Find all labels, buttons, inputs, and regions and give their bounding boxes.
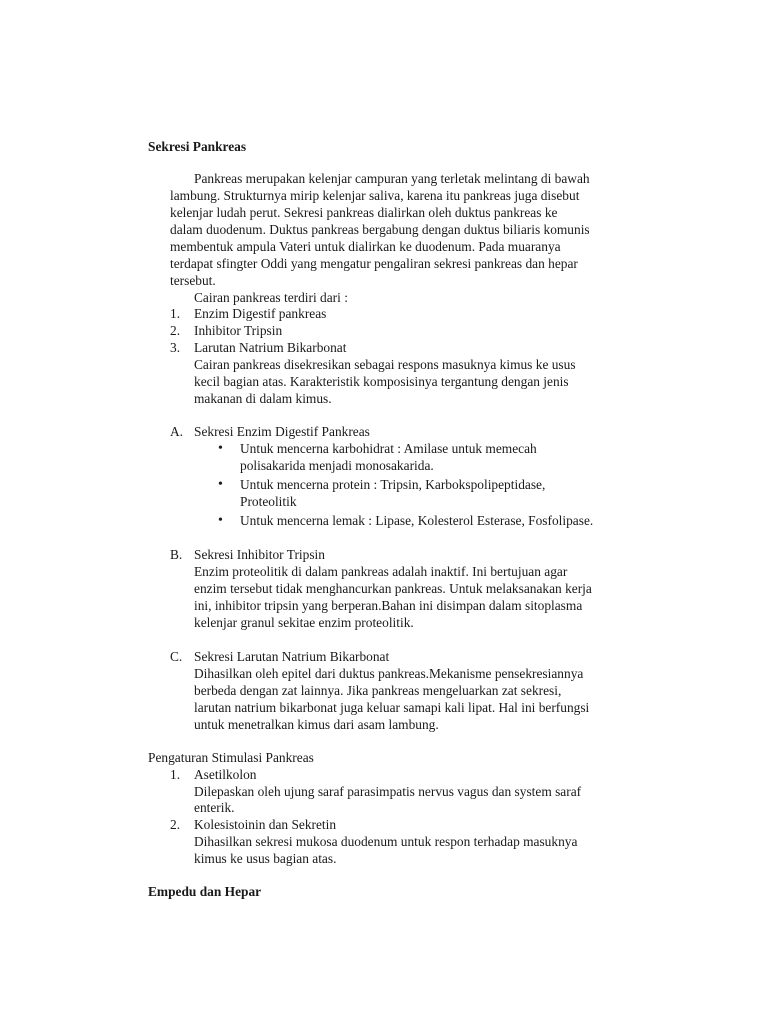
list-item-title: Asetilkolon	[194, 767, 257, 782]
intro-line: dalam duodenum. Duktus pankreas bergabung dengan duktus biliaris komunis	[170, 222, 590, 237]
section-letter: A.	[170, 424, 184, 439]
section-line: Dihasilkan oleh epitel dari duktus pankreas.Mekanisme pensekresiannya	[194, 666, 584, 681]
intro-line: membentuk ampula Vateri untuk dialirkan ke duodenum. Pada muaranya	[170, 239, 561, 254]
intro-line: lambung. Strukturnya mirip kelenjar saliva, karena itu pankreas juga disebut	[170, 188, 580, 203]
bullet-item-continuation: polisakarida menjadi monosakarida.	[240, 458, 434, 473]
section-title: Sekresi Enzim Digestif Pankreas	[194, 424, 370, 439]
list-item: Enzim Digestif pankreas	[194, 306, 327, 321]
bullet-item-continuation: Proteolitik	[240, 494, 297, 509]
list-item: Larutan Natrium Bikarbonat	[194, 340, 347, 355]
bullet-item: • Untuk mencerna karbohidrat : Amilase untuk memecah	[240, 441, 537, 458]
intro-line: Pankreas merupakan kelenjar campuran yang terletak melintang di bawah	[194, 171, 590, 186]
intro-line: terdapat sfingter Oddi yang mengatur pengaliran sekresi pankreas dan hepar	[170, 256, 578, 271]
desc-line: Cairan pankreas disekresikan sebagai respons masuknya kimus ke usus	[194, 357, 576, 372]
section-line: enzim tersebut tidak menghancurkan pankreas. Untuk melaksanakan kerja	[194, 581, 592, 596]
list-number: 2.	[170, 817, 181, 832]
section-letter: C.	[170, 649, 183, 664]
list-number: 2.	[170, 323, 181, 338]
list-item-line: kimus ke usus bagian atas.	[194, 851, 337, 866]
bullet-item: • Untuk mencerna lemak : Lipase, Kolesterol Esterase, Fosfolipase.	[240, 513, 593, 530]
list-number: 1.	[170, 306, 181, 321]
heading-sekresi-pankreas: Sekresi Pankreas	[148, 139, 247, 154]
heading-empedu-hepar: Empedu dan Hepar	[148, 884, 262, 899]
section-title: Sekresi Inhibitor Tripsin	[194, 547, 325, 562]
list-item-line: Dihasilkan sekresi mukosa duodenum untuk respon terhadap masuknya	[194, 834, 578, 849]
list-item-line: enterik.	[194, 800, 235, 815]
bullet-item: • Untuk mencerna protein : Tripsin, Karbokspolipeptidase,	[240, 477, 545, 494]
intro-line: tersebut.	[170, 273, 216, 288]
heading-pengaturan: Pengaturan Stimulasi Pankreas	[148, 750, 314, 765]
section-line: berbeda dengan zat lainnya. Jika pankreas mengeluarkan zat sekresi,	[194, 683, 562, 698]
section-line: ini, inhibitor tripsin yang berperan.Bahan ini disimpan dalam sitoplasma	[194, 598, 583, 613]
list-item: Inhibitor Tripsin	[194, 323, 283, 338]
section-line: larutan natrium bikarbonat juga keluar samapi kali lipat. Hal ini berfungsi	[194, 700, 590, 715]
section-line: untuk menetralkan kimus dari asam lambung.	[194, 717, 439, 732]
list-number: 1.	[170, 767, 181, 782]
section-line: kelenjar granul sekitae enzim proteolitik.	[194, 615, 414, 630]
intro-line: kelenjar ludah perut. Sekresi pankreas dialirkan oleh duktus pankreas ke	[170, 205, 558, 220]
cairan-intro: Cairan pankreas terdiri dari :	[194, 290, 348, 305]
desc-line: makanan di dalam kimus.	[194, 391, 332, 406]
section-title: Sekresi Larutan Natrium Bikarbonat	[194, 649, 390, 664]
section-letter: B.	[170, 547, 183, 562]
desc-line: kecil bagian atas. Karakteristik komposisinya tergantung dengan jenis	[194, 374, 569, 389]
list-item-line: Dilepaskan oleh ujung saraf parasimpatis nervus vagus dan system saraf	[194, 784, 582, 799]
list-number: 3.	[170, 340, 181, 355]
list-item-title: Kolesistoinin dan Sekretin	[194, 817, 337, 832]
section-line: Enzim proteolitik di dalam pankreas adalah inaktif. Ini bertujuan agar	[194, 564, 568, 579]
